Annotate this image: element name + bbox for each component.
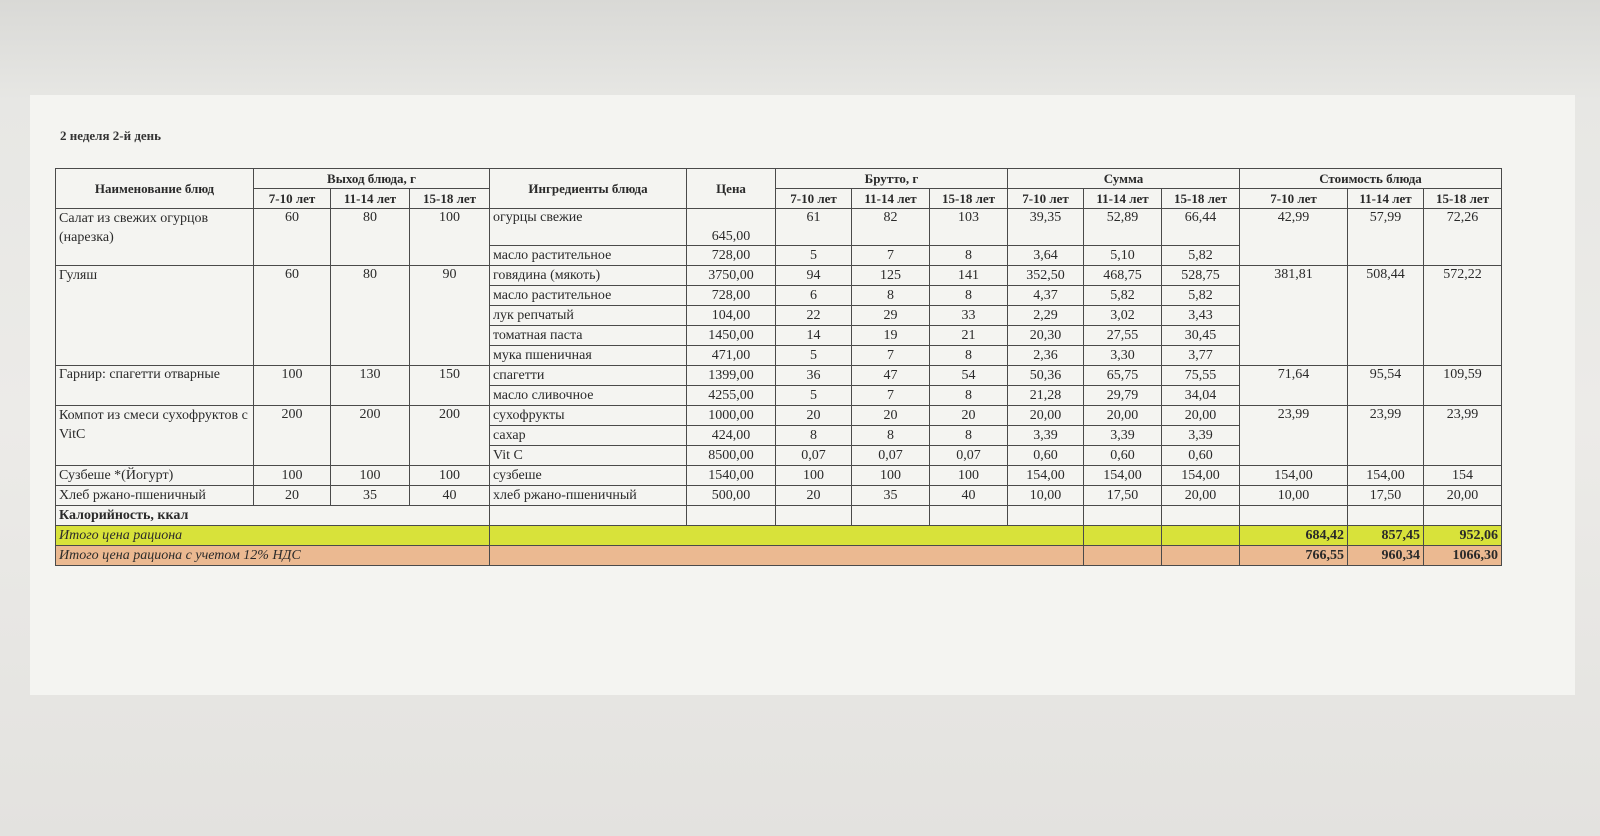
sum-value: 3,43 xyxy=(1162,306,1240,326)
ingredient-name: сахар xyxy=(490,426,687,446)
sum-value: 5,82 xyxy=(1162,246,1240,266)
header-age: 11-14 лет xyxy=(852,189,930,209)
sum-value: 154,00 xyxy=(1084,466,1162,486)
dish-name: Сузбеше *(Йогурт) xyxy=(56,466,254,486)
empty-cell xyxy=(1084,526,1162,546)
ingredient-price: 1000,00 xyxy=(687,406,776,426)
dish-yield: 100 xyxy=(254,366,331,406)
dish-cost: 17,50 xyxy=(1348,486,1424,506)
sum-value: 52,89 xyxy=(1084,209,1162,246)
total-label: Итого цена рациона xyxy=(56,526,490,546)
dish-cost: 154 xyxy=(1424,466,1502,486)
total-value: 857,45 xyxy=(1348,526,1424,546)
gross-value: 103 xyxy=(930,209,1008,246)
empty-cell xyxy=(490,546,1084,566)
dish-cost: 572,22 xyxy=(1424,266,1502,366)
ingredient-name: лук репчатый xyxy=(490,306,687,326)
sum-value: 5,10 xyxy=(1084,246,1162,266)
sum-value: 154,00 xyxy=(1162,466,1240,486)
table-row xyxy=(56,486,1502,506)
gross-value: 100 xyxy=(930,466,1008,486)
dish-yield: 35 xyxy=(331,486,410,506)
dish-cost: 23,99 xyxy=(1424,406,1502,466)
sum-value: 3,39 xyxy=(1008,426,1084,446)
ingredient-name: Vit C xyxy=(490,446,687,466)
dish-cost: 23,99 xyxy=(1348,406,1424,466)
gross-value: 7 xyxy=(852,346,930,366)
ingredient-name: масло растительное xyxy=(490,246,687,266)
gross-value: 8 xyxy=(930,286,1008,306)
header-price: Цена xyxy=(687,169,776,209)
empty-cell xyxy=(1162,526,1240,546)
gross-value: 125 xyxy=(852,266,930,286)
gross-value: 14 xyxy=(776,326,852,346)
total-vat-row xyxy=(56,546,1502,566)
empty-cell xyxy=(1008,506,1084,526)
dish-yield: 80 xyxy=(331,266,410,366)
gross-value: 8 xyxy=(852,426,930,446)
dish-cost: 72,26 xyxy=(1424,209,1502,266)
ingredient-price: 424,00 xyxy=(687,426,776,446)
sum-value: 3,64 xyxy=(1008,246,1084,266)
sum-value: 3,02 xyxy=(1084,306,1162,326)
header-row-2 xyxy=(56,189,1502,209)
gross-value: 8 xyxy=(776,426,852,446)
gross-value: 36 xyxy=(776,366,852,386)
dish-yield: 150 xyxy=(410,366,490,406)
dish-yield: 130 xyxy=(331,366,410,406)
total-vat-label: Итого цена рациона с учетом 12% НДС xyxy=(56,546,490,566)
gross-value: 100 xyxy=(852,466,930,486)
gross-value: 0,07 xyxy=(930,446,1008,466)
dish-yield: 100 xyxy=(254,466,331,486)
sum-value: 65,75 xyxy=(1084,366,1162,386)
sum-value: 17,50 xyxy=(1084,486,1162,506)
ingredient-name: хлеб ржано-пшеничный xyxy=(490,486,687,506)
header-sum: Сумма xyxy=(1008,169,1240,189)
empty-cell xyxy=(930,506,1008,526)
sum-value: 2,29 xyxy=(1008,306,1084,326)
gross-value: 94 xyxy=(776,266,852,286)
dish-yield: 200 xyxy=(254,406,331,466)
dish-cost: 95,54 xyxy=(1348,366,1424,406)
ingredient-name: масло растительное xyxy=(490,286,687,306)
dish-name: Салат из свежих огурцов (нарезка) xyxy=(56,209,254,266)
sum-value: 34,04 xyxy=(1162,386,1240,406)
table-row xyxy=(56,209,1502,246)
header-age: 15-18 лет xyxy=(930,189,1008,209)
header-age: 7-10 лет xyxy=(254,189,331,209)
ingredient-price: 1540,00 xyxy=(687,466,776,486)
sum-value: 3,39 xyxy=(1084,426,1162,446)
dish-yield: 200 xyxy=(410,406,490,466)
dish-yield: 200 xyxy=(331,406,410,466)
ingredient-name: спагетти xyxy=(490,366,687,386)
dish-name: Гуляш xyxy=(56,266,254,366)
gross-value: 5 xyxy=(776,346,852,366)
gross-value: 35 xyxy=(852,486,930,506)
sum-value: 154,00 xyxy=(1008,466,1084,486)
gross-value: 7 xyxy=(852,386,930,406)
dish-cost: 42,99 xyxy=(1240,209,1348,266)
total-vat-value: 960,34 xyxy=(1348,546,1424,566)
sum-value: 2,36 xyxy=(1008,346,1084,366)
calories-row xyxy=(56,506,1502,526)
gross-value: 0,07 xyxy=(776,446,852,466)
ingredient-price: 1450,00 xyxy=(687,326,776,346)
total-vat-value: 1066,30 xyxy=(1424,546,1502,566)
header-row-1 xyxy=(56,169,1502,189)
header-age: 7-10 лет xyxy=(776,189,852,209)
ingredient-name: говядина (мякоть) xyxy=(490,266,687,286)
menu-table xyxy=(55,168,1502,566)
ingredient-price: 728,00 xyxy=(687,286,776,306)
ingredient-price: 3750,00 xyxy=(687,266,776,286)
dish-cost: 10,00 xyxy=(1240,486,1348,506)
gross-value: 82 xyxy=(852,209,930,246)
gross-value: 47 xyxy=(852,366,930,386)
empty-cell xyxy=(1084,546,1162,566)
dish-yield: 80 xyxy=(331,209,410,266)
empty-cell xyxy=(490,506,687,526)
dish-cost: 154,00 xyxy=(1348,466,1424,486)
total-vat-value: 766,55 xyxy=(1240,546,1348,566)
gross-value: 8 xyxy=(930,386,1008,406)
empty-cell xyxy=(852,506,930,526)
header-age: 11-14 лет xyxy=(331,189,410,209)
ingredient-price: 500,00 xyxy=(687,486,776,506)
sum-value: 29,79 xyxy=(1084,386,1162,406)
header-age: 11-14 лет xyxy=(1348,189,1424,209)
ingredient-price: 8500,00 xyxy=(687,446,776,466)
gross-value: 29 xyxy=(852,306,930,326)
header-ingredients: Ингредиенты блюда xyxy=(490,169,687,209)
sum-value: 3,30 xyxy=(1084,346,1162,366)
sum-value: 5,82 xyxy=(1084,286,1162,306)
gross-value: 8 xyxy=(930,246,1008,266)
dish-cost: 508,44 xyxy=(1348,266,1424,366)
sum-value: 66,44 xyxy=(1162,209,1240,246)
gross-value: 20 xyxy=(930,406,1008,426)
gross-value: 7 xyxy=(852,246,930,266)
total-row xyxy=(56,526,1502,546)
header-age: 11-14 лет xyxy=(1084,189,1162,209)
dish-cost: 381,81 xyxy=(1240,266,1348,366)
sum-value: 3,39 xyxy=(1162,426,1240,446)
ingredient-price: 645,00 xyxy=(687,209,776,246)
empty-cell xyxy=(490,526,1084,546)
dish-cost: 20,00 xyxy=(1424,486,1502,506)
gross-value: 6 xyxy=(776,286,852,306)
sum-value: 20,00 xyxy=(1084,406,1162,426)
header-dish-name: Наименование блюд xyxy=(56,169,254,209)
sum-value: 27,55 xyxy=(1084,326,1162,346)
gross-value: 5 xyxy=(776,386,852,406)
total-value: 684,42 xyxy=(1240,526,1348,546)
dish-cost: 57,99 xyxy=(1348,209,1424,266)
table-row xyxy=(56,406,1502,426)
sum-value: 21,28 xyxy=(1008,386,1084,406)
sum-value: 5,82 xyxy=(1162,286,1240,306)
dish-cost: 23,99 xyxy=(1240,406,1348,466)
sum-value: 39,35 xyxy=(1008,209,1084,246)
sum-value: 20,00 xyxy=(1008,406,1084,426)
sum-value: 0,60 xyxy=(1008,446,1084,466)
header-age: 7-10 лет xyxy=(1240,189,1348,209)
ingredient-name: томатная паста xyxy=(490,326,687,346)
gross-value: 5 xyxy=(776,246,852,266)
ingredient-price: 471,00 xyxy=(687,346,776,366)
table-row xyxy=(56,366,1502,386)
ingredient-name: огурцы свежие xyxy=(490,209,687,246)
header-yield: Выход блюда, г xyxy=(254,169,490,189)
sum-value: 50,36 xyxy=(1008,366,1084,386)
calories-label: Калорийность, ккал xyxy=(56,506,490,526)
sum-value: 4,37 xyxy=(1008,286,1084,306)
gross-value: 21 xyxy=(930,326,1008,346)
dish-name: Хлеб ржано-пшеничный xyxy=(56,486,254,506)
dish-yield: 20 xyxy=(254,486,331,506)
ingredient-name: масло сливочное xyxy=(490,386,687,406)
gross-value: 19 xyxy=(852,326,930,346)
ingredient-name: мука пшеничная xyxy=(490,346,687,366)
menu-table-body xyxy=(56,209,1502,566)
dish-cost: 71,64 xyxy=(1240,366,1348,406)
gross-value: 141 xyxy=(930,266,1008,286)
sum-value: 3,77 xyxy=(1162,346,1240,366)
table-row xyxy=(56,266,1502,286)
total-value: 952,06 xyxy=(1424,526,1502,546)
gross-value: 22 xyxy=(776,306,852,326)
empty-cell xyxy=(1424,506,1502,526)
sum-value: 75,55 xyxy=(1162,366,1240,386)
empty-cell xyxy=(1162,546,1240,566)
gross-value: 33 xyxy=(930,306,1008,326)
dish-yield: 100 xyxy=(331,466,410,486)
sum-value: 0,60 xyxy=(1162,446,1240,466)
empty-cell xyxy=(1348,506,1424,526)
sum-value: 352,50 xyxy=(1008,266,1084,286)
gross-value: 100 xyxy=(776,466,852,486)
gross-value: 8 xyxy=(930,346,1008,366)
dish-cost: 109,59 xyxy=(1424,366,1502,406)
sum-value: 30,45 xyxy=(1162,326,1240,346)
table-row xyxy=(56,466,1502,486)
dish-yield: 100 xyxy=(410,209,490,266)
sum-value: 10,00 xyxy=(1008,486,1084,506)
ingredient-price: 4255,00 xyxy=(687,386,776,406)
gross-value: 54 xyxy=(930,366,1008,386)
gross-value: 40 xyxy=(930,486,1008,506)
sum-value: 528,75 xyxy=(1162,266,1240,286)
gross-value: 8 xyxy=(930,426,1008,446)
header-age: 15-18 лет xyxy=(1424,189,1502,209)
dish-name: Гарнир: спагетти отварные xyxy=(56,366,254,406)
gross-value: 8 xyxy=(852,286,930,306)
document-title: 2 неделя 2-й день xyxy=(60,128,162,143)
dish-yield: 40 xyxy=(410,486,490,506)
sum-value: 0,60 xyxy=(1084,446,1162,466)
dish-yield: 60 xyxy=(254,209,331,266)
empty-cell xyxy=(1084,506,1162,526)
header-age: 15-18 лет xyxy=(410,189,490,209)
ingredient-price: 728,00 xyxy=(687,246,776,266)
sum-value: 20,00 xyxy=(1162,486,1240,506)
ingredient-price: 1399,00 xyxy=(687,366,776,386)
header-cost: Стоимость блюда xyxy=(1240,169,1502,189)
ingredient-name: сухофрукты xyxy=(490,406,687,426)
dish-name: Компот из смеси сухофруктов с VitC xyxy=(56,406,254,466)
ingredient-price: 104,00 xyxy=(687,306,776,326)
gross-value: 20 xyxy=(852,406,930,426)
ingredient-name: сузбеше xyxy=(490,466,687,486)
gross-value: 20 xyxy=(776,406,852,426)
dish-yield: 100 xyxy=(410,466,490,486)
dish-cost: 154,00 xyxy=(1240,466,1348,486)
header-age: 7-10 лет xyxy=(1008,189,1084,209)
header-gross: Брутто, г xyxy=(776,169,1008,189)
empty-cell xyxy=(776,506,852,526)
dish-yield: 60 xyxy=(254,266,331,366)
gross-value: 20 xyxy=(776,486,852,506)
sum-value: 20,00 xyxy=(1162,406,1240,426)
sum-value: 468,75 xyxy=(1084,266,1162,286)
empty-cell xyxy=(1240,506,1348,526)
gross-value: 61 xyxy=(776,209,852,246)
dish-yield: 90 xyxy=(410,266,490,366)
sum-value: 20,30 xyxy=(1008,326,1084,346)
empty-cell xyxy=(1162,506,1240,526)
empty-cell xyxy=(687,506,776,526)
gross-value: 0,07 xyxy=(852,446,930,466)
header-age: 15-18 лет xyxy=(1162,189,1240,209)
